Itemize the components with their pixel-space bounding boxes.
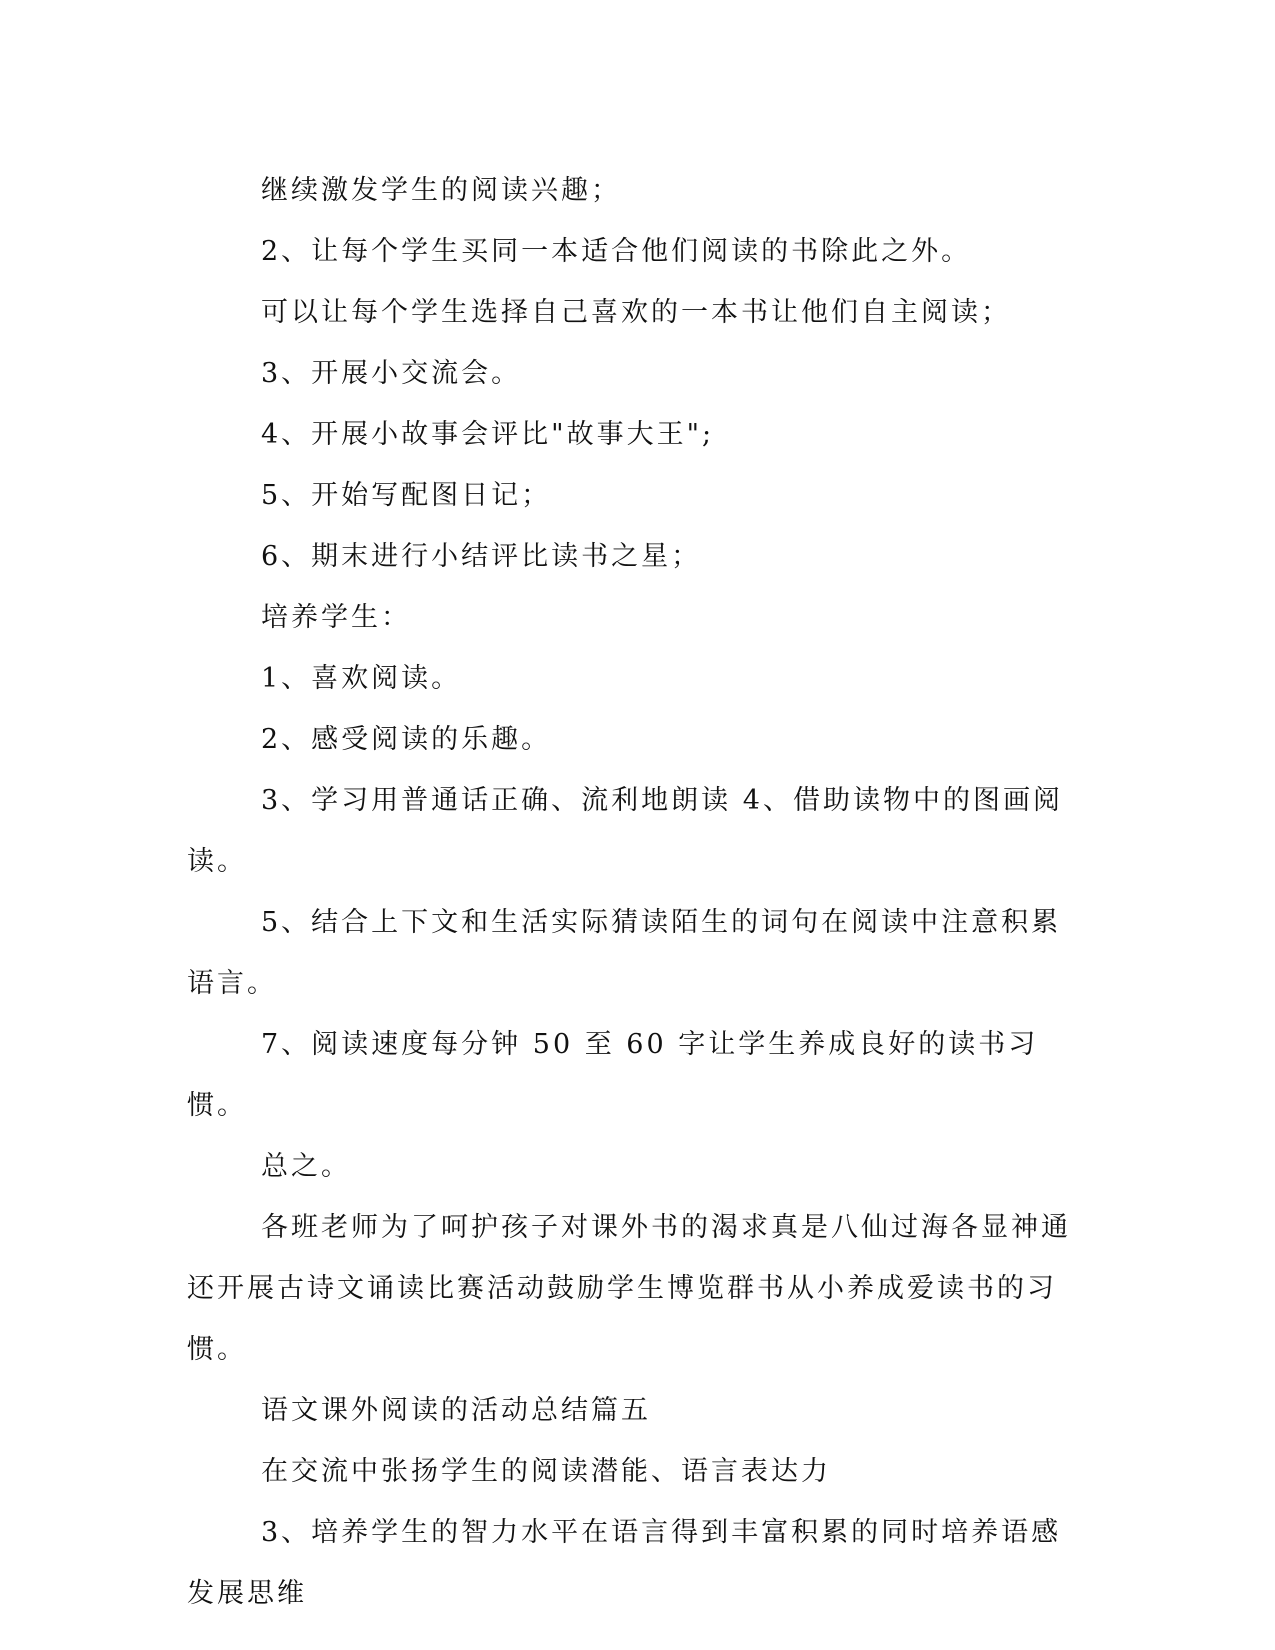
paragraph: 1、喜欢阅读。: [261, 663, 462, 694]
paragraph: 7、阅读速度每分钟 50 至 60 字让学生养成良好的读书习惯。: [187, 1029, 1039, 1121]
paragraph: 5、开始写配图日记；: [261, 480, 552, 511]
paragraph: 各班老师为了呵护孩子对课外书的渴求真是八仙过海各显神通还开展古诗文诵读比赛活动鼓励学生博览群书从小养成爱读书的习惯。: [187, 1212, 1071, 1365]
paragraph: 语文课外阅读的活动总结篇五: [261, 1395, 651, 1426]
paragraph: 6、期末进行小结评比读书之星；: [261, 541, 702, 572]
paragraph: 2、让每个学生买同一本适合他们阅读的书除此之外。: [261, 236, 972, 267]
document-body: [187, 160, 1087, 1624]
paragraph: 可以让每个学生选择自己喜欢的一本书让他们自主阅读；: [261, 297, 1011, 328]
paragraph: 继续激发学生的阅读兴趣；: [261, 175, 621, 206]
paragraph: 3、学习用普通话正确、流利地朗读 4、借助读物中的图画阅读。: [187, 785, 1063, 877]
paragraph: 总之。: [261, 1151, 351, 1182]
paragraph: 培养学生：: [261, 602, 411, 633]
paragraph: 在交流中张扬学生的阅读潜能、语言表达力: [261, 1456, 831, 1487]
paragraph: 3、培养学生的智力水平在语言得到丰富积累的同时培养语感发展思维: [187, 1517, 1062, 1609]
paragraph: 3、开展小交流会。: [261, 358, 522, 389]
paragraph: 4、开展小故事会评比"故事大王";: [261, 419, 715, 450]
paragraph: 2、感受阅读的乐趣。: [261, 724, 552, 755]
paragraph: 5、结合上下文和生活实际猜读陌生的词句在阅读中注意积累语言。: [187, 907, 1062, 999]
